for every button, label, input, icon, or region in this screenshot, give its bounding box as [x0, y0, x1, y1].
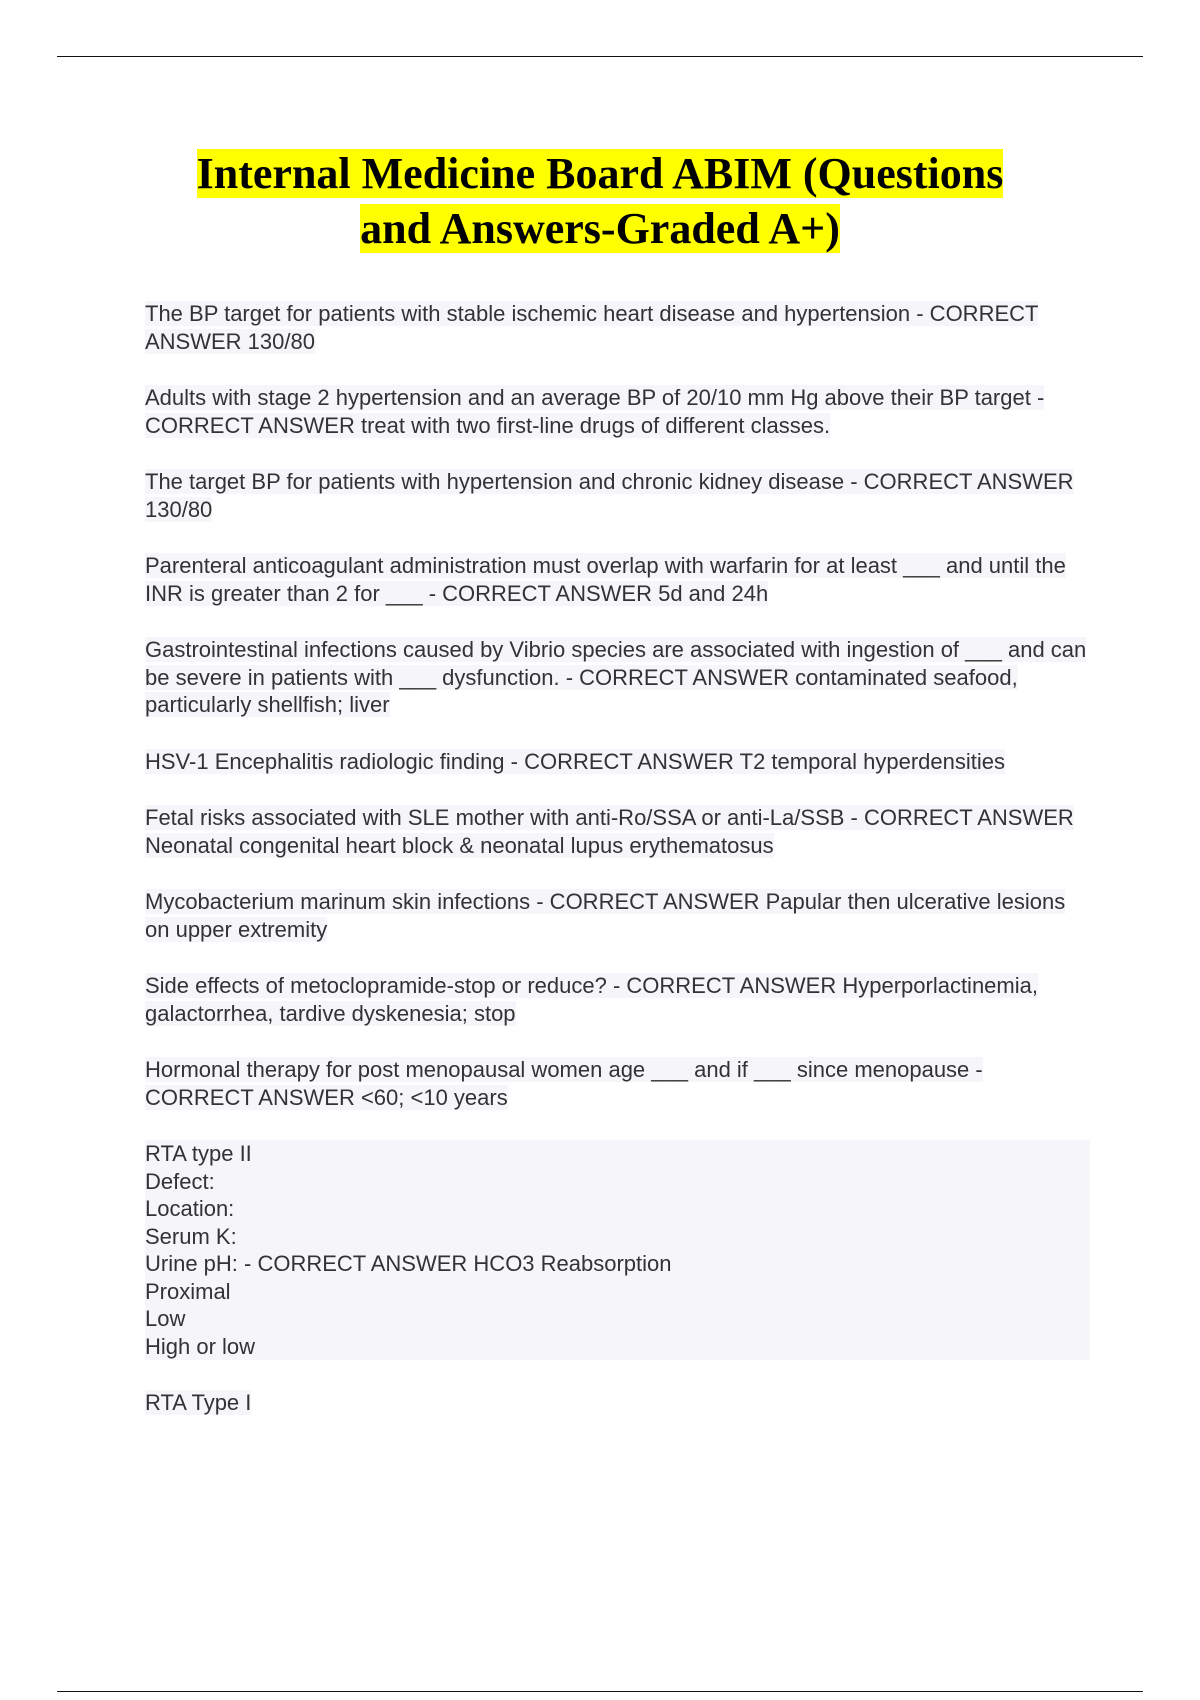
rta2-line: Urine pH: - CORRECT ANSWER HCO3 Reabsorption — [145, 1250, 1090, 1278]
qa-item: Fetal risks associated with SLE mother with anti-Ro/SSA or anti-La/SSB - CORRECT ANSWER Neonatal congenital heart block & neonatal lupus erythematosus — [145, 805, 1074, 858]
qa-item: The target BP for patients with hypertension and chronic kidney disease - CORRECT ANSWER 130/80 — [145, 469, 1074, 522]
qa-item-rta-type-2 — [145, 1140, 1090, 1360]
footer-rule — [57, 1691, 1143, 1692]
qa-list — [145, 300, 1090, 1446]
qa-item: Hormonal therapy for post menopausal women age ___ and if ___ since menopause - CORRECT ANSWER <60; <10 years — [145, 1057, 983, 1110]
document-title — [0, 146, 1200, 256]
rta2-line: Defect: — [145, 1168, 1090, 1196]
qa-item: Side effects of metoclopramide-stop or reduce? - CORRECT ANSWER Hyperporlactinemia, galactorrhea, tardive dyskenesia; stop — [145, 973, 1038, 1026]
title-line-1: Internal Medicine Board ABIM (Questions — [196, 149, 1004, 198]
rta2-line: Proximal — [145, 1278, 1090, 1306]
rta2-line: RTA type II — [145, 1140, 1090, 1168]
qa-item-rta-type-1: RTA Type I — [145, 1390, 252, 1415]
rta2-line: High or low — [145, 1333, 1090, 1361]
qa-item: Mycobacterium marinum skin infections - CORRECT ANSWER Papular then ulcerative lesions on upper extremity — [145, 889, 1066, 942]
qa-item: Parenteral anticoagulant administration must overlap with warfarin for at least ___ and until the INR is greater than 2 for ___ - CORRECT ANSWER 5d and 24h — [145, 553, 1066, 606]
qa-item: HSV-1 Encephalitis radiologic finding - CORRECT ANSWER T2 temporal hyperdensities — [145, 748, 1005, 774]
rta2-line: Serum K: — [145, 1223, 1090, 1251]
qa-item: Gastrointestinal infections caused by Vibrio species are associated with ingestion of ___ and can be severe in patients with ___ dysfunction. - CORRECT ANSWER contaminated seafood, particularly shellfish; liver — [145, 637, 1087, 717]
title-line-2: and Answers-Graded A+) — [360, 204, 840, 253]
qa-item: The BP target for patients with stable ischemic heart disease and hypertension - CORRECT ANSWER 130/80 — [145, 301, 1039, 354]
qa-item: Adults with stage 2 hypertension and an average BP of 20/10 mm Hg above their BP target - CORRECT ANSWER treat with two first-line drugs of different classes. — [145, 385, 1045, 438]
rta2-line: Low — [145, 1305, 1090, 1333]
header-rule — [57, 56, 1143, 57]
rta2-line: Location: — [145, 1195, 1090, 1223]
